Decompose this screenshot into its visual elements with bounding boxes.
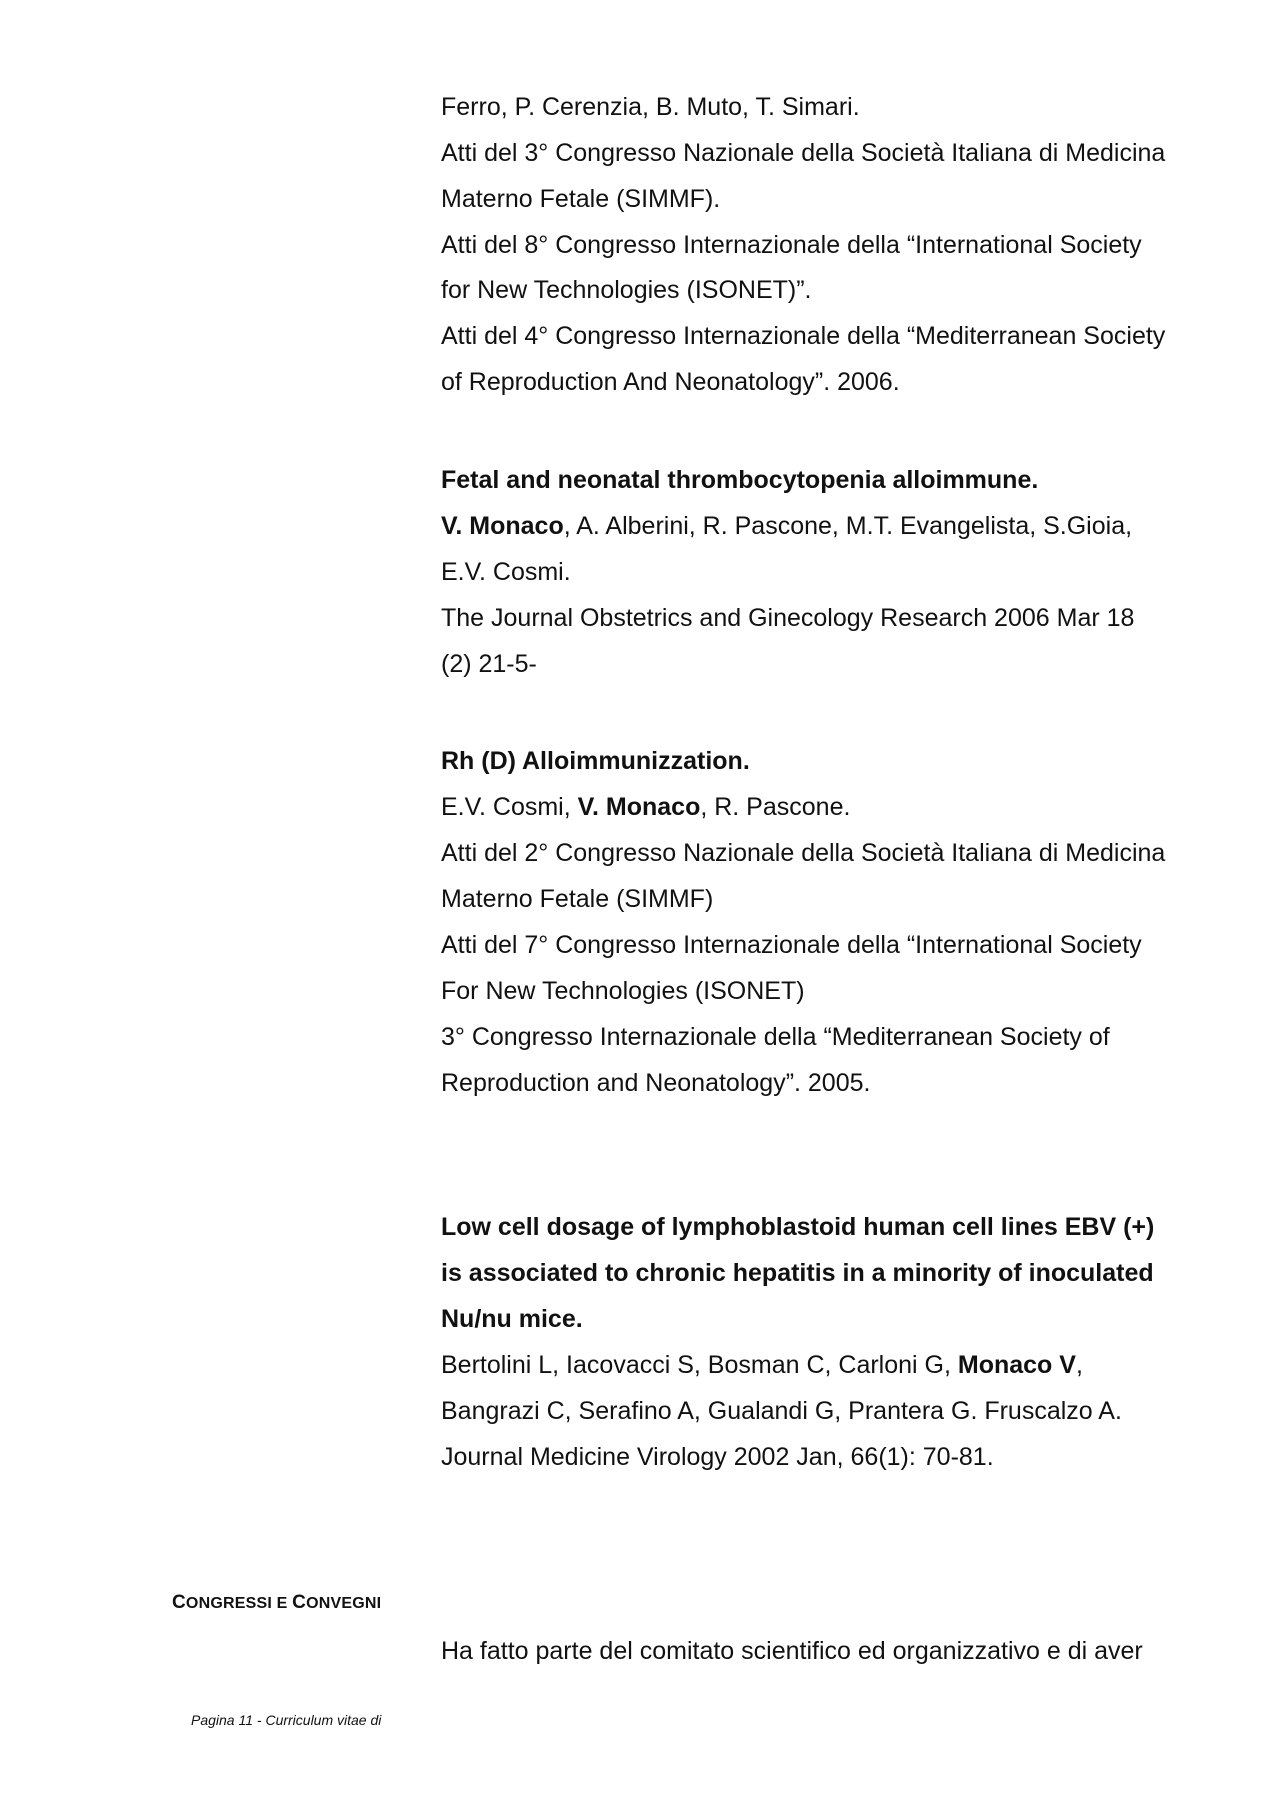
publication-note: Atti del 7° Congresso Internazionale della “International Society xyxy=(441,931,1142,959)
publication-authors xyxy=(441,511,1132,541)
intro-line: Atti del 4° Congresso Internazionale della “Mediterranean Society xyxy=(441,322,1166,350)
publication-journal: Journal Medicine Virology 2002 Jan, 66(1): 70-81. xyxy=(441,1443,994,1471)
authors-text: E.V. Cosmi, xyxy=(441,793,578,821)
publication-note: For New Technologies (ISONET) xyxy=(441,977,805,1005)
publication-note: Reproduction and Neonatology”. 2005. xyxy=(441,1069,871,1097)
publication-title: is associated to chronic hepatitis in a minority of inoculated xyxy=(441,1259,1154,1287)
section-heading xyxy=(172,1592,381,1614)
intro-line: for New Technologies (ISONET)”. xyxy=(441,276,812,304)
intro-line: Ferro, P. Cerenzia, B. Muto, T. Simari. xyxy=(441,93,860,121)
publication-note: Atti del 2° Congresso Nazionale della Società Italiana di Medicina xyxy=(441,839,1166,867)
authors-text: Bertolini L, Iacovacci S, Bosman C, Carloni G, xyxy=(441,1351,958,1379)
intro-line: of Reproduction And Neonatology”. 2006. xyxy=(441,368,900,396)
heading-initial: C xyxy=(292,1592,307,1613)
highlighted-author: Monaco V xyxy=(957,1351,1076,1379)
highlighted-author: V. Monaco xyxy=(441,512,564,540)
page-footer: Pagina 11 - Curriculum vitae di xyxy=(191,1712,382,1728)
section-first-line: Ha fatto parte del comitato scientifico ed organizzativo e di aver xyxy=(441,1637,1143,1665)
publication-note: Materno Fetale (SIMMF) xyxy=(441,885,714,913)
publication-title: Low cell dosage of lymphoblastoid human cell lines EBV (+) xyxy=(441,1213,1155,1241)
publication-journal-continued: (2) 21-5- xyxy=(441,650,537,678)
highlighted-author: V. Monaco xyxy=(577,793,701,821)
authors-text: , R. Pascone. xyxy=(700,793,851,821)
publication-title: Rh (D) Alloimmunizzation. xyxy=(441,747,750,775)
intro-line: Materno Fetale (SIMMF). xyxy=(441,185,721,213)
authors-text: , xyxy=(1075,1351,1083,1379)
publication-authors xyxy=(441,792,850,822)
publication-authors-continued: E.V. Cosmi. xyxy=(441,558,571,586)
publication-note: 3° Congresso Internazionale della “Mediterranean Society of xyxy=(441,1023,1110,1051)
publication-title: Nu/nu mice. xyxy=(441,1305,583,1333)
intro-line: Atti del 3° Congresso Nazionale della Società Italiana di Medicina xyxy=(441,139,1166,167)
heading-initial: C xyxy=(172,1592,186,1613)
publication-journal: The Journal Obstetrics and Ginecology Research 2006 Mar 18 xyxy=(441,604,1135,632)
authors-text: , A. Alberini, R. Pascone, M.T. Evangelista, S.Gioia, xyxy=(563,512,1133,540)
heading-rest: ONVEGNI xyxy=(306,1595,382,1612)
publication-authors-continued: Bangrazi C, Serafino A, Gualandi G, Prantera G. Fruscalzo A. xyxy=(441,1397,1122,1425)
heading-rest: ONGRESSI E xyxy=(185,1595,293,1612)
publication-title: Fetal and neonatal thrombocytopenia alloimmune. xyxy=(441,466,1039,494)
intro-line: Atti del 8° Congresso Internazionale della “International Society xyxy=(441,231,1142,259)
publication-authors xyxy=(441,1350,1083,1380)
